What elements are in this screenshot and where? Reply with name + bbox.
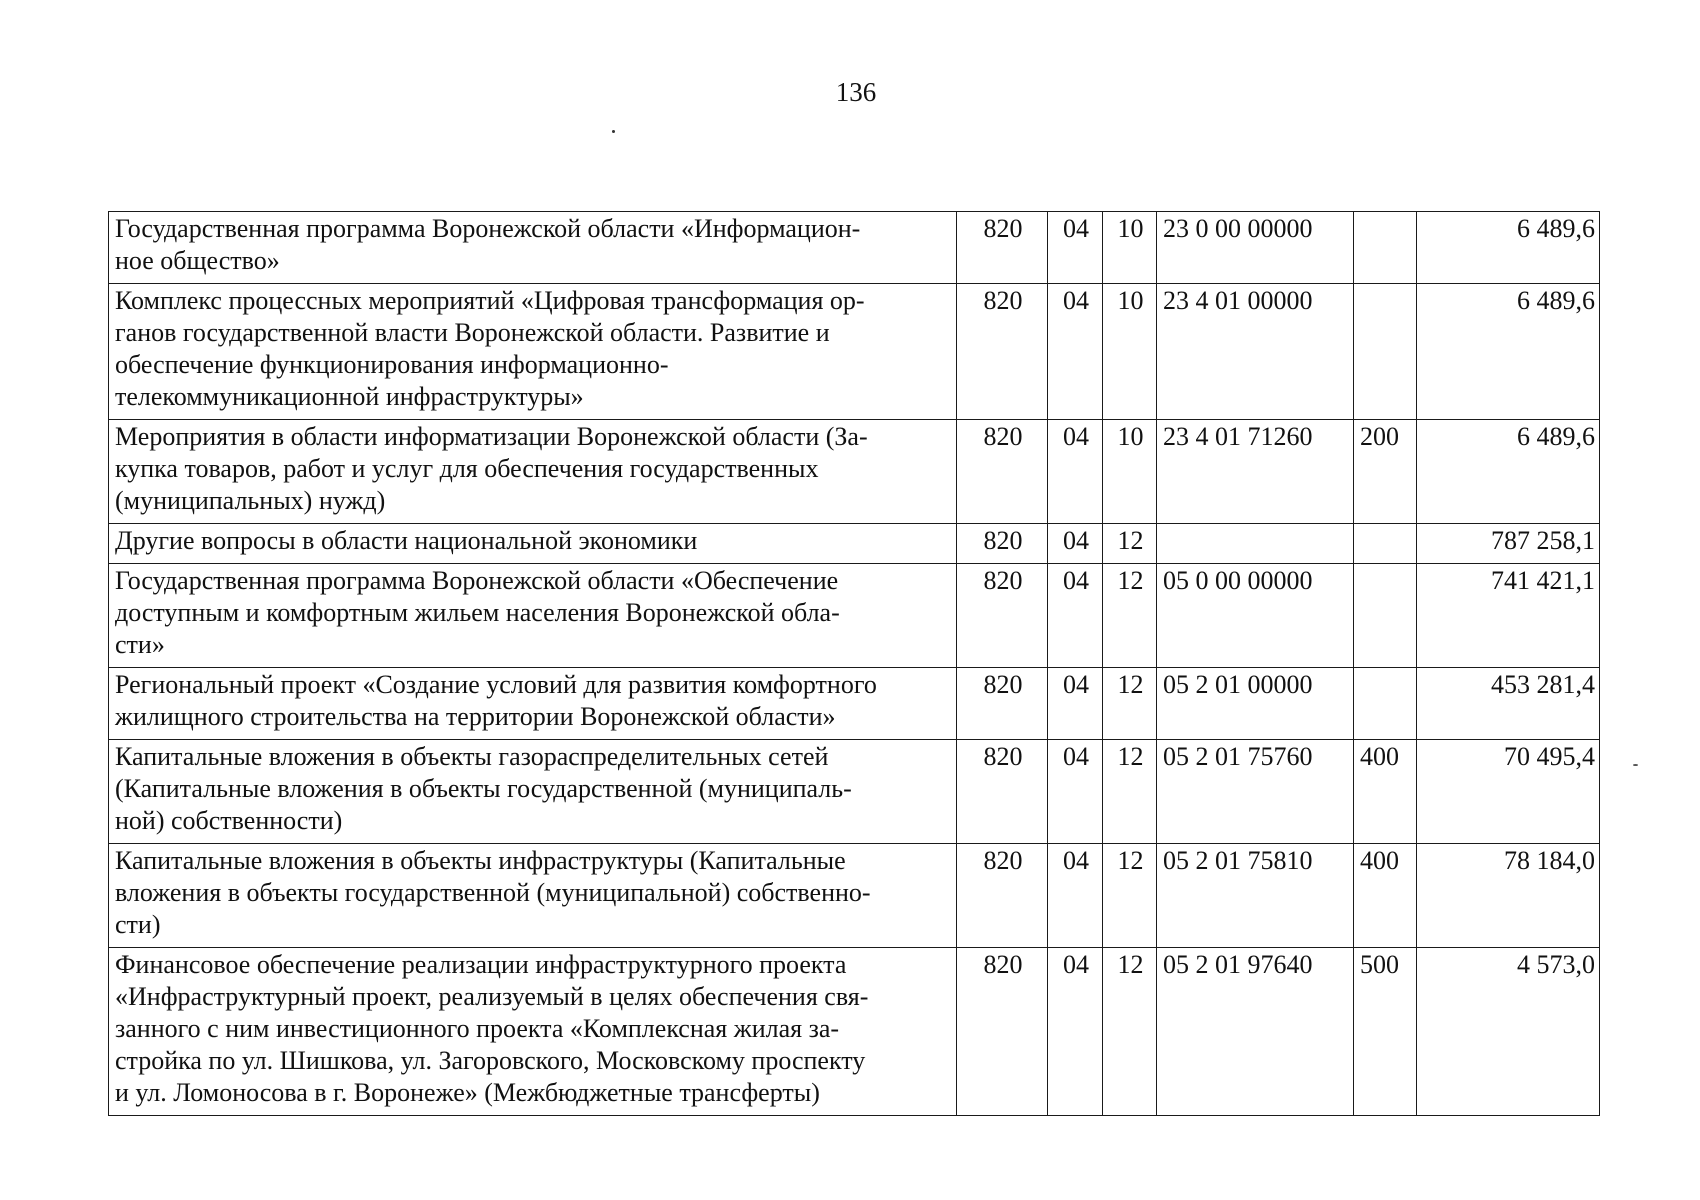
amount-cell: 6 489,6: [1417, 420, 1600, 524]
row-name-cell: Капитальные вложения в объекты газораспределительных сетей (Капитальные вложения в объекты государственной (муниципаль- ной) собственности): [109, 740, 957, 844]
budget-table: [108, 211, 1600, 1116]
table-row: [109, 740, 1600, 844]
subsection-cell: 10: [1103, 212, 1157, 284]
section-cell: 04: [1048, 844, 1103, 948]
target-article-cell: 05 0 00 00000: [1157, 564, 1354, 668]
row-name-cell: Региональный проект «Создание условий для развития комфортного жилищного строительства на территории Воронежской области»: [109, 668, 957, 740]
page-number: 136: [835, 77, 877, 107]
section-cell: 04: [1048, 948, 1103, 1116]
expense-type-cell: 200: [1354, 420, 1417, 524]
section-cell: 04: [1048, 740, 1103, 844]
amount-cell: 78 184,0: [1417, 844, 1600, 948]
table-row: [109, 420, 1600, 524]
grbs-cell: 820: [957, 420, 1048, 524]
table-row: [109, 524, 1600, 564]
section-cell: 04: [1048, 524, 1103, 564]
target-article-cell: 05 2 01 75810: [1157, 844, 1354, 948]
row-name-cell: Другие вопросы в области национальной экономики: [109, 524, 957, 564]
row-name-cell: Государственная программа Воронежской области «Информацион- ное общество»: [109, 212, 957, 284]
expense-type-cell: [1354, 284, 1417, 420]
grbs-cell: 820: [957, 740, 1048, 844]
section-cell: 04: [1048, 212, 1103, 284]
grbs-cell: 820: [957, 564, 1048, 668]
target-article-cell: 23 4 01 00000: [1157, 284, 1354, 420]
scan-speck: [1633, 764, 1638, 766]
expense-type-cell: 400: [1354, 844, 1417, 948]
amount-cell: 787 258,1: [1417, 524, 1600, 564]
expense-type-cell: [1354, 564, 1417, 668]
grbs-cell: 820: [957, 844, 1048, 948]
target-article-cell: 05 2 01 97640: [1157, 948, 1354, 1116]
grbs-cell: 820: [957, 668, 1048, 740]
target-article-cell: 23 4 01 71260: [1157, 420, 1354, 524]
amount-cell: 453 281,4: [1417, 668, 1600, 740]
table-row: [109, 844, 1600, 948]
row-name-cell: Государственная программа Воронежской области «Обеспечение доступным и комфортным жильем населения Воронежской обла- сти»: [109, 564, 957, 668]
section-cell: 04: [1048, 668, 1103, 740]
subsection-cell: 12: [1103, 948, 1157, 1116]
row-name-cell: Мероприятия в области информатизации Воронежской области (За- купка товаров, работ и услуг для обеспечения государственных (муниципальных) нужд): [109, 420, 957, 524]
row-name-cell: Комплекс процессных мероприятий «Цифровая трансформация ор- ганов государственной власти Воронежской области. Развитие и обеспечение функционирования информационно- телекоммуникационной инфраструктуры»: [109, 284, 957, 420]
subsection-cell: 10: [1103, 284, 1157, 420]
amount-cell: 741 421,1: [1417, 564, 1600, 668]
row-name-cell: Финансовое обеспечение реализации инфраструктурного проекта «Инфраструктурный проект, реализуемый в целях обеспечения свя- занного с ним инвестиционного проекта «Комплексная жилая за- стройка по ул. Шишкова, ул. Загоровского, Московскому проспекту и ул. Ломоносова в г. Воронеже» (Межбюджетные трансферты): [109, 948, 957, 1116]
subsection-cell: 12: [1103, 844, 1157, 948]
amount-cell: 4 573,0: [1417, 948, 1600, 1116]
subsection-cell: 12: [1103, 668, 1157, 740]
target-article-cell: 23 0 00 00000: [1157, 212, 1354, 284]
amount-cell: 6 489,6: [1417, 212, 1600, 284]
grbs-cell: 820: [957, 948, 1048, 1116]
table-row: [109, 212, 1600, 284]
expense-type-cell: [1354, 668, 1417, 740]
target-article-cell: 05 2 01 75760: [1157, 740, 1354, 844]
subsection-cell: 12: [1103, 524, 1157, 564]
amount-cell: 70 495,4: [1417, 740, 1600, 844]
subsection-cell: 12: [1103, 740, 1157, 844]
table-row: [109, 284, 1600, 420]
row-name-cell: Капитальные вложения в объекты инфраструктуры (Капитальные вложения в объекты государственной (муниципальной) собственно- сти): [109, 844, 957, 948]
grbs-cell: 820: [957, 524, 1048, 564]
expense-type-cell: [1354, 212, 1417, 284]
scan-speck: [612, 130, 615, 133]
section-cell: 04: [1048, 284, 1103, 420]
expense-type-cell: [1354, 524, 1417, 564]
target-article-cell: [1157, 524, 1354, 564]
grbs-cell: 820: [957, 212, 1048, 284]
table-row: [109, 668, 1600, 740]
subsection-cell: 12: [1103, 564, 1157, 668]
grbs-cell: 820: [957, 284, 1048, 420]
target-article-cell: 05 2 01 00000: [1157, 668, 1354, 740]
table-row: [109, 948, 1600, 1116]
expense-type-cell: 400: [1354, 740, 1417, 844]
amount-cell: 6 489,6: [1417, 284, 1600, 420]
section-cell: 04: [1048, 564, 1103, 668]
section-cell: 04: [1048, 420, 1103, 524]
table-row: [109, 564, 1600, 668]
subsection-cell: 10: [1103, 420, 1157, 524]
expense-type-cell: 500: [1354, 948, 1417, 1116]
